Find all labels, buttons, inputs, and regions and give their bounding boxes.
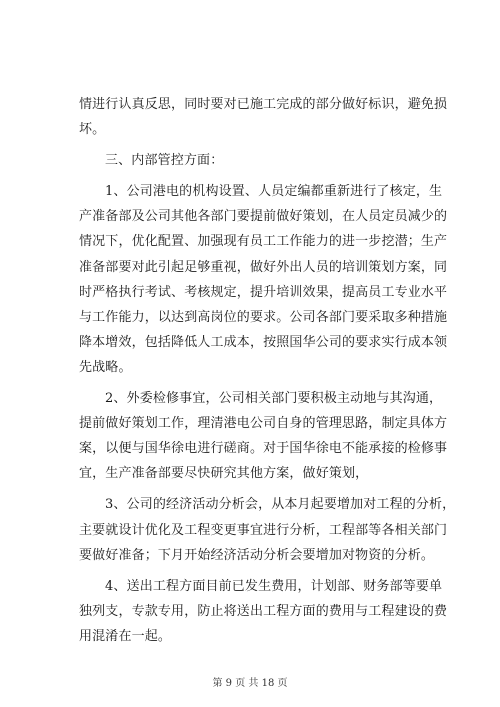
text-line: 提前做好策划工作，理清港电公司自身的管理思路，制定具体方 xyxy=(79,416,448,432)
text-line: 1、公司港电的机构设置、人员定编都重新进行了核定，生 xyxy=(105,184,443,200)
text-line: 独列支，专款专用，防止将送出工程方面的费用与工程建设的费 xyxy=(79,603,448,619)
paragraph-item-2 xyxy=(79,386,448,486)
paragraph-item-3 xyxy=(79,492,456,567)
text-line: 用混淆在一起。 xyxy=(79,628,172,644)
section-heading xyxy=(79,148,427,173)
text-line: 降本增效，包括降低人工成本，按照国华公司的要求实行成本领 xyxy=(79,334,448,350)
text-line: 4、送出工程方面目前已发生费用，计划部、财务部等要单 xyxy=(105,578,443,594)
page-number-label: 第 9 页 共 18 页 xyxy=(212,678,288,689)
page-footer xyxy=(0,674,500,689)
text-line: 情况下，优化配置、加强现有员工工作能力的进一步挖潜；生产 xyxy=(79,234,448,250)
text-line: 情进行认真反思，同时要对已施工完成的部分做好标识，避免损 xyxy=(79,97,448,112)
text-line: 准备部要对此引起足够重视，做好外出人员的培训策划方案，同 xyxy=(79,259,448,275)
text-line: 3、公司的经济活动分析会，从本月起要增加对工程的分析， xyxy=(105,497,456,513)
text-line: 宜，生产准备部要尽快研究其他方案，做好策划， xyxy=(79,466,369,482)
text-line: 坏。 xyxy=(79,122,106,138)
paragraph-item-1 xyxy=(79,179,448,380)
text-line: 先战略。 xyxy=(79,359,132,375)
text-line: 产准备部及公司其他各部门要提前做好策划，在人员定员减少的 xyxy=(79,209,448,225)
text-line: 主要就设计优化及工程变更事宜进行分析，工程部等各相关部门 xyxy=(79,522,448,538)
text-line: 要做好准备；下月开始经济活动分析会要增加对物资的分析。 xyxy=(79,547,435,563)
text-line: 案，以便与国华徐电进行磋商。对于国华徐电不能承接的检修事 xyxy=(79,441,448,457)
text-line: 与工作能力，以达到高岗位的要求。公司各部门要采取多种措施 xyxy=(79,309,448,325)
document-body xyxy=(79,92,456,649)
paragraph-continuation xyxy=(79,92,448,142)
text-line: 时严格执行考试、考核规定，提升培训效果，提高员工专业水平 xyxy=(79,284,448,300)
paragraph-item-4 xyxy=(79,574,448,649)
text-line: 2、外委检修事宜，公司相关部门要积极主动地与其沟通， xyxy=(105,391,443,407)
heading-line: 三、内部管控方面： xyxy=(105,153,224,169)
